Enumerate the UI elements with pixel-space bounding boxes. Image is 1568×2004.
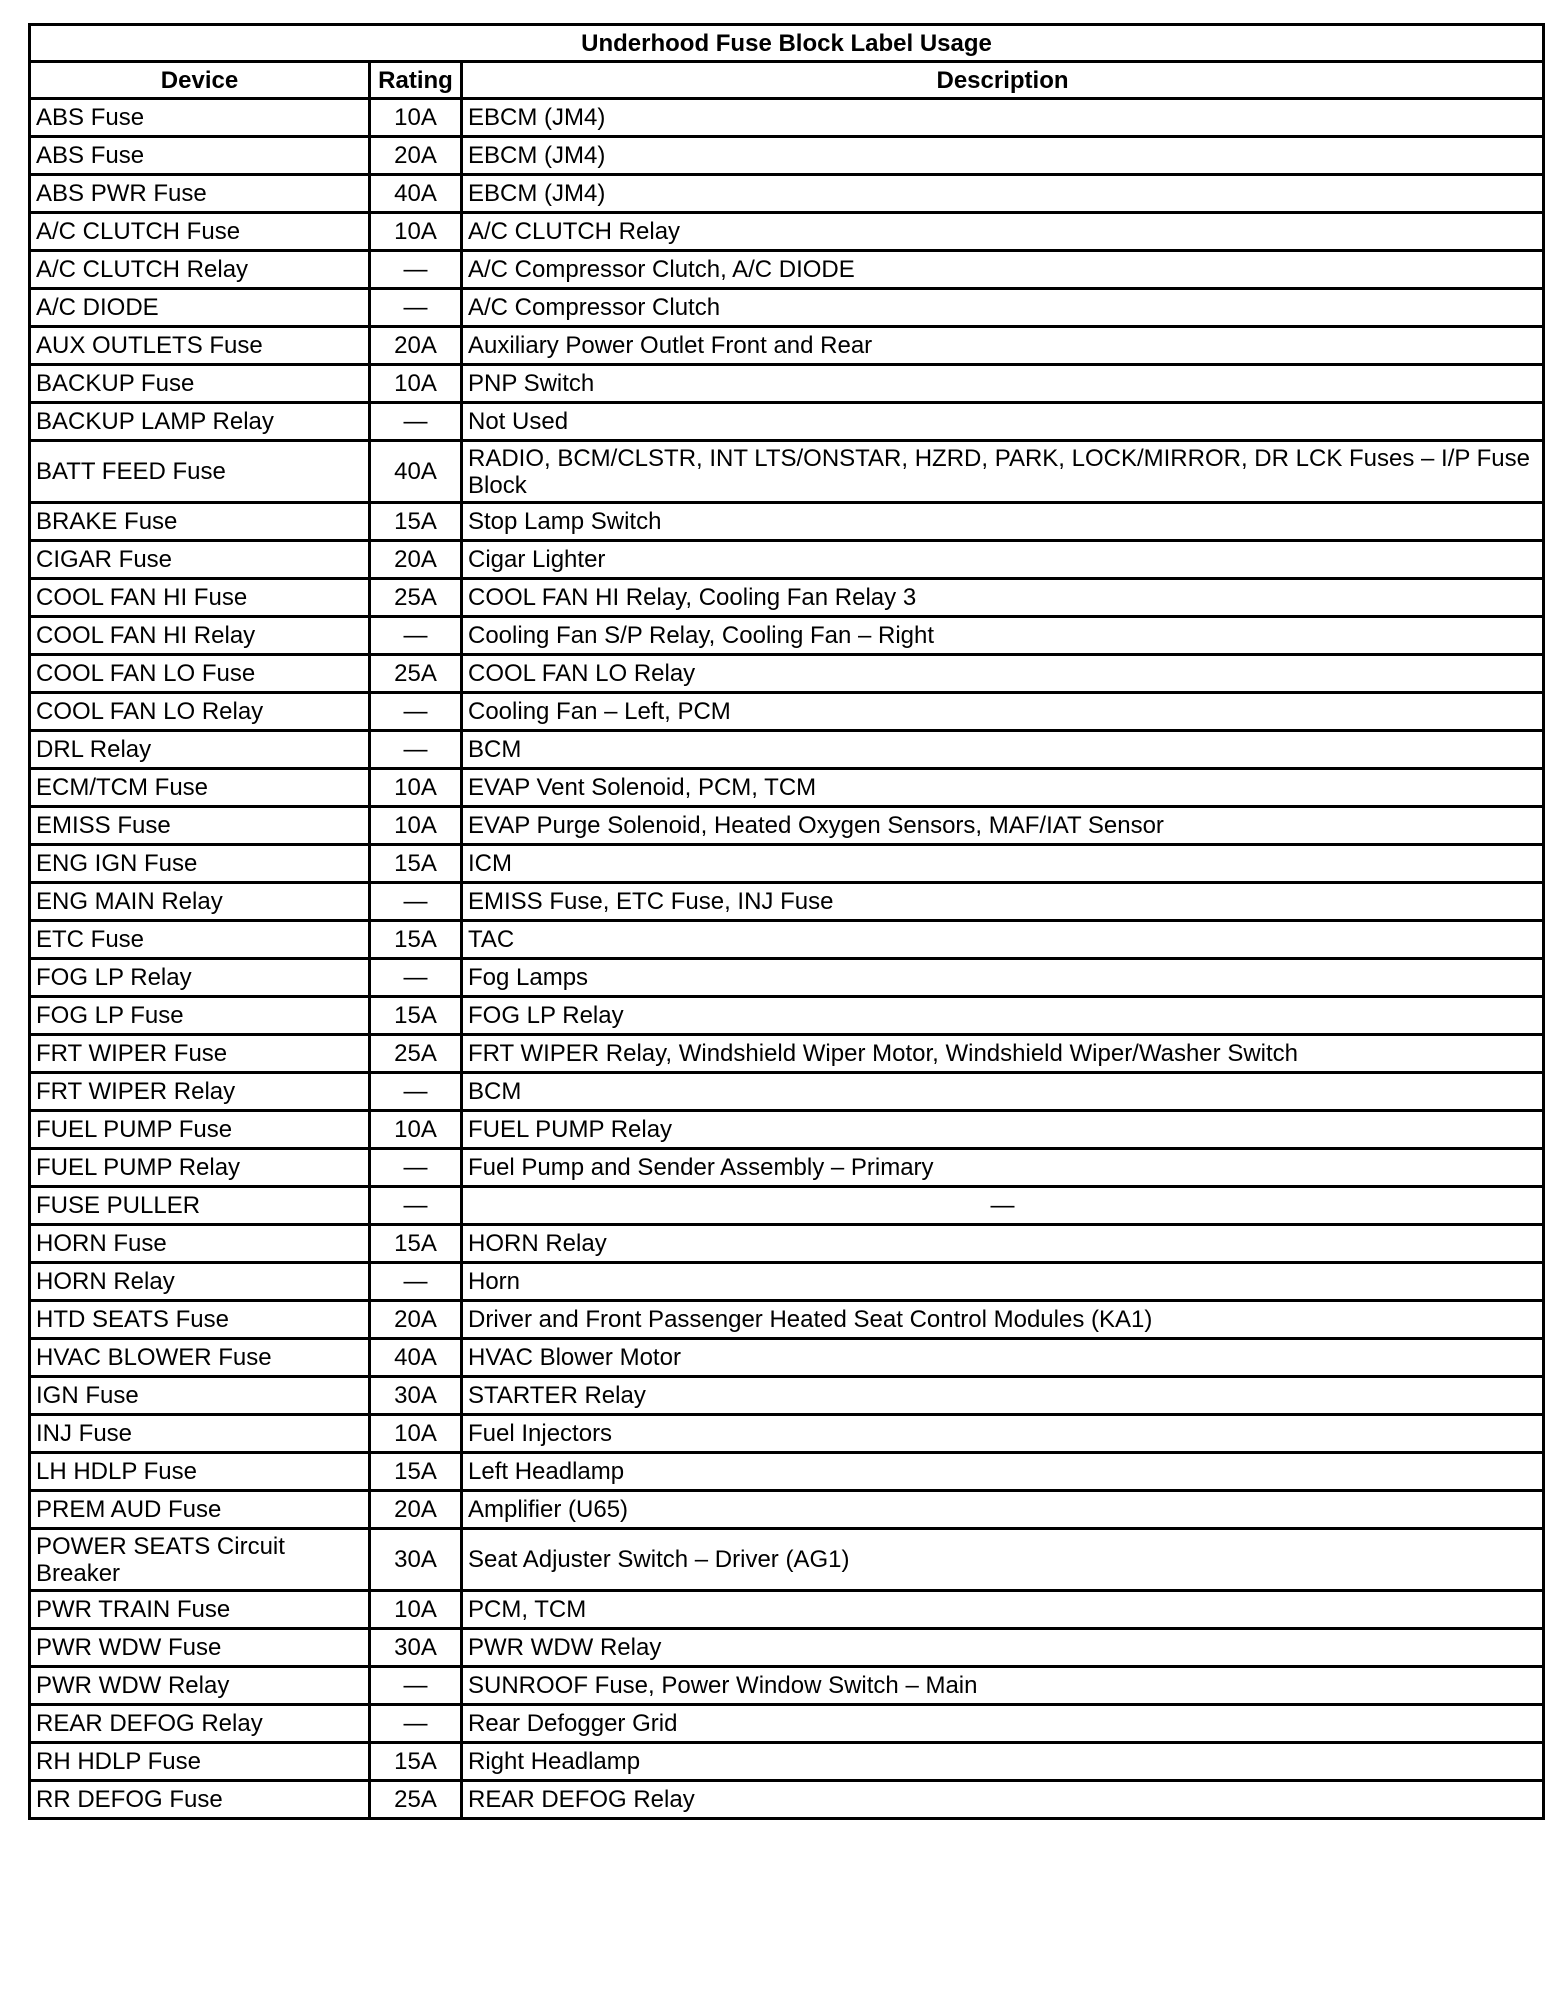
description-cell: ICM — [462, 845, 1544, 883]
table-row — [30, 1111, 1544, 1149]
description-cell: FRT WIPER Relay, Windshield Wiper Motor, Windshield Wiper/Washer Switch — [462, 1035, 1544, 1073]
table-row — [30, 175, 1544, 213]
description-cell: Not Used — [462, 403, 1544, 441]
description-cell: Left Headlamp — [462, 1453, 1544, 1491]
rating-cell: 30A — [370, 1529, 462, 1591]
table-row — [30, 731, 1544, 769]
description-cell: A/C Compressor Clutch — [462, 289, 1544, 327]
device-cell: ABS Fuse — [30, 99, 370, 137]
device-cell: INJ Fuse — [30, 1415, 370, 1453]
device-cell: HORN Fuse — [30, 1225, 370, 1263]
rating-cell: — — [370, 617, 462, 655]
rating-cell: — — [370, 251, 462, 289]
rating-cell: 10A — [370, 769, 462, 807]
rating-cell: 15A — [370, 921, 462, 959]
rating-cell: — — [370, 403, 462, 441]
description-cell: Stop Lamp Switch — [462, 503, 1544, 541]
table-row — [30, 617, 1544, 655]
description-cell: — — [462, 1187, 1544, 1225]
device-cell: HORN Relay — [30, 1263, 370, 1301]
rating-cell: 10A — [370, 1111, 462, 1149]
column-header-description: Description — [462, 62, 1544, 99]
device-cell: COOL FAN LO Relay — [30, 693, 370, 731]
device-cell: RR DEFOG Fuse — [30, 1781, 370, 1819]
table-title: Underhood Fuse Block Label Usage — [30, 25, 1544, 62]
device-cell: FRT WIPER Fuse — [30, 1035, 370, 1073]
description-cell: COOL FAN HI Relay, Cooling Fan Relay 3 — [462, 579, 1544, 617]
description-cell: Fuel Pump and Sender Assembly – Primary — [462, 1149, 1544, 1187]
table-row — [30, 1339, 1544, 1377]
rating-cell: 20A — [370, 137, 462, 175]
table-row — [30, 655, 1544, 693]
table-row — [30, 1453, 1544, 1491]
description-cell: Cigar Lighter — [462, 541, 1544, 579]
device-cell: LH HDLP Fuse — [30, 1453, 370, 1491]
device-cell: ECM/TCM Fuse — [30, 769, 370, 807]
device-cell: BATT FEED Fuse — [30, 441, 370, 503]
rating-cell: 15A — [370, 997, 462, 1035]
table-row — [30, 807, 1544, 845]
device-cell: PWR WDW Fuse — [30, 1629, 370, 1667]
device-cell: BRAKE Fuse — [30, 503, 370, 541]
description-cell: REAR DEFOG Relay — [462, 1781, 1544, 1819]
description-cell: Amplifier (U65) — [462, 1491, 1544, 1529]
rating-cell: 20A — [370, 327, 462, 365]
rating-cell: — — [370, 1705, 462, 1743]
description-cell: FUEL PUMP Relay — [462, 1111, 1544, 1149]
device-cell: ABS Fuse — [30, 137, 370, 175]
rating-cell: 25A — [370, 579, 462, 617]
table-row — [30, 137, 1544, 175]
table-row — [30, 845, 1544, 883]
description-cell: Right Headlamp — [462, 1743, 1544, 1781]
table-row — [30, 1781, 1544, 1819]
device-cell: A/C CLUTCH Fuse — [30, 213, 370, 251]
device-cell: FUEL PUMP Fuse — [30, 1111, 370, 1149]
rating-cell: 10A — [370, 99, 462, 137]
table-row — [30, 997, 1544, 1035]
description-cell: STARTER Relay — [462, 1377, 1544, 1415]
table-row — [30, 1073, 1544, 1111]
table-row — [30, 503, 1544, 541]
device-cell: FUEL PUMP Relay — [30, 1149, 370, 1187]
device-cell: ABS PWR Fuse — [30, 175, 370, 213]
device-cell: BACKUP Fuse — [30, 365, 370, 403]
description-cell: TAC — [462, 921, 1544, 959]
description-cell: Seat Adjuster Switch – Driver (AG1) — [462, 1529, 1544, 1591]
rating-cell: — — [370, 289, 462, 327]
description-cell: Rear Defogger Grid — [462, 1705, 1544, 1743]
description-cell: A/C Compressor Clutch, A/C DIODE — [462, 251, 1544, 289]
description-cell: Fog Lamps — [462, 959, 1544, 997]
device-cell: REAR DEFOG Relay — [30, 1705, 370, 1743]
table-body — [30, 99, 1544, 1819]
description-cell: PCM, TCM — [462, 1591, 1544, 1629]
table-row — [30, 365, 1544, 403]
description-cell: Cooling Fan – Left, PCM — [462, 693, 1544, 731]
table-row — [30, 1415, 1544, 1453]
description-cell: EVAP Purge Solenoid, Heated Oxygen Sensors, MAF/IAT Sensor — [462, 807, 1544, 845]
table-row — [30, 883, 1544, 921]
device-cell: DRL Relay — [30, 731, 370, 769]
device-cell: RH HDLP Fuse — [30, 1743, 370, 1781]
table-row — [30, 99, 1544, 137]
description-cell: Cooling Fan S/P Relay, Cooling Fan – Right — [462, 617, 1544, 655]
rating-cell: 20A — [370, 1301, 462, 1339]
rating-cell: 30A — [370, 1629, 462, 1667]
table-row — [30, 1149, 1544, 1187]
device-cell: COOL FAN HI Relay — [30, 617, 370, 655]
device-cell: FUSE PULLER — [30, 1187, 370, 1225]
table-row — [30, 1301, 1544, 1339]
rating-cell: — — [370, 693, 462, 731]
device-cell: BACKUP LAMP Relay — [30, 403, 370, 441]
device-cell: PWR WDW Relay — [30, 1667, 370, 1705]
description-cell: SUNROOF Fuse, Power Window Switch – Main — [462, 1667, 1544, 1705]
device-cell: COOL FAN LO Fuse — [30, 655, 370, 693]
device-cell: POWER SEATS Circuit Breaker — [30, 1529, 370, 1591]
table-row — [30, 541, 1544, 579]
description-cell: RADIO, BCM/CLSTR, INT LTS/ONSTAR, HZRD, PARK, LOCK/MIRROR, DR LCK Fuses – I/P Fuse Block — [462, 441, 1544, 503]
rating-cell: 20A — [370, 1491, 462, 1529]
rating-cell: — — [370, 1073, 462, 1111]
rating-cell: 40A — [370, 1339, 462, 1377]
rating-cell: 10A — [370, 1415, 462, 1453]
table-row — [30, 403, 1544, 441]
rating-cell: — — [370, 1149, 462, 1187]
table-row — [30, 441, 1544, 503]
fuse-block-table — [28, 23, 1545, 1820]
device-cell: IGN Fuse — [30, 1377, 370, 1415]
description-cell: HORN Relay — [462, 1225, 1544, 1263]
table-row — [30, 1743, 1544, 1781]
rating-cell: 15A — [370, 1743, 462, 1781]
description-cell: Fuel Injectors — [462, 1415, 1544, 1453]
device-cell: COOL FAN HI Fuse — [30, 579, 370, 617]
rating-cell: 15A — [370, 1225, 462, 1263]
rating-cell: 10A — [370, 807, 462, 845]
device-cell: FOG LP Relay — [30, 959, 370, 997]
description-cell: Horn — [462, 1263, 1544, 1301]
table-row — [30, 769, 1544, 807]
description-cell: FOG LP Relay — [462, 997, 1544, 1035]
table-row — [30, 1225, 1544, 1263]
table-title-row — [30, 25, 1544, 62]
table-row — [30, 1529, 1544, 1591]
device-cell: EMISS Fuse — [30, 807, 370, 845]
rating-cell: 25A — [370, 1781, 462, 1819]
device-cell: PWR TRAIN Fuse — [30, 1591, 370, 1629]
rating-cell: 15A — [370, 503, 462, 541]
device-cell: HTD SEATS Fuse — [30, 1301, 370, 1339]
device-cell: A/C DIODE — [30, 289, 370, 327]
device-cell: HVAC BLOWER Fuse — [30, 1339, 370, 1377]
rating-cell: — — [370, 731, 462, 769]
column-header-rating: Rating — [370, 62, 462, 99]
device-cell: ETC Fuse — [30, 921, 370, 959]
table-row — [30, 1705, 1544, 1743]
rating-cell: — — [370, 883, 462, 921]
description-cell: PNP Switch — [462, 365, 1544, 403]
rating-cell: 20A — [370, 541, 462, 579]
description-cell: Driver and Front Passenger Heated Seat Control Modules (KA1) — [462, 1301, 1544, 1339]
rating-cell: 30A — [370, 1377, 462, 1415]
rating-cell: — — [370, 1187, 462, 1225]
table-row — [30, 1591, 1544, 1629]
rating-cell: 10A — [370, 365, 462, 403]
rating-cell: 25A — [370, 655, 462, 693]
table-row — [30, 213, 1544, 251]
device-cell: FRT WIPER Relay — [30, 1073, 370, 1111]
description-cell: COOL FAN LO Relay — [462, 655, 1544, 693]
description-cell: EBCM (JM4) — [462, 137, 1544, 175]
rating-cell: — — [370, 959, 462, 997]
device-cell: A/C CLUTCH Relay — [30, 251, 370, 289]
description-cell: BCM — [462, 731, 1544, 769]
rating-cell: 40A — [370, 441, 462, 503]
device-cell: ENG MAIN Relay — [30, 883, 370, 921]
rating-cell: 10A — [370, 1591, 462, 1629]
table-row — [30, 1667, 1544, 1705]
device-cell: ENG IGN Fuse — [30, 845, 370, 883]
description-cell: EVAP Vent Solenoid, PCM, TCM — [462, 769, 1544, 807]
rating-cell: 15A — [370, 845, 462, 883]
description-cell: EBCM (JM4) — [462, 175, 1544, 213]
rating-cell: — — [370, 1263, 462, 1301]
table-header-row — [30, 62, 1544, 99]
table-row — [30, 921, 1544, 959]
device-cell: AUX OUTLETS Fuse — [30, 327, 370, 365]
rating-cell: 10A — [370, 213, 462, 251]
description-cell: HVAC Blower Motor — [462, 1339, 1544, 1377]
table-row — [30, 693, 1544, 731]
description-cell: EMISS Fuse, ETC Fuse, INJ Fuse — [462, 883, 1544, 921]
rating-cell: 25A — [370, 1035, 462, 1073]
table-row — [30, 1187, 1544, 1225]
description-cell: Auxiliary Power Outlet Front and Rear — [462, 327, 1544, 365]
rating-cell: 40A — [370, 175, 462, 213]
table-row — [30, 1491, 1544, 1529]
table-row — [30, 959, 1544, 997]
fuse-table-container — [28, 23, 1542, 1820]
table-row — [30, 1263, 1544, 1301]
table-row — [30, 327, 1544, 365]
table-row — [30, 1035, 1544, 1073]
description-cell: PWR WDW Relay — [462, 1629, 1544, 1667]
column-header-device: Device — [30, 62, 370, 99]
description-cell: A/C CLUTCH Relay — [462, 213, 1544, 251]
device-cell: FOG LP Fuse — [30, 997, 370, 1035]
device-cell: PREM AUD Fuse — [30, 1491, 370, 1529]
table-row — [30, 579, 1544, 617]
description-cell: BCM — [462, 1073, 1544, 1111]
description-cell: EBCM (JM4) — [462, 99, 1544, 137]
table-row — [30, 289, 1544, 327]
table-row — [30, 1377, 1544, 1415]
device-cell: CIGAR Fuse — [30, 541, 370, 579]
table-row — [30, 1629, 1544, 1667]
rating-cell: — — [370, 1667, 462, 1705]
rating-cell: 15A — [370, 1453, 462, 1491]
table-row — [30, 251, 1544, 289]
